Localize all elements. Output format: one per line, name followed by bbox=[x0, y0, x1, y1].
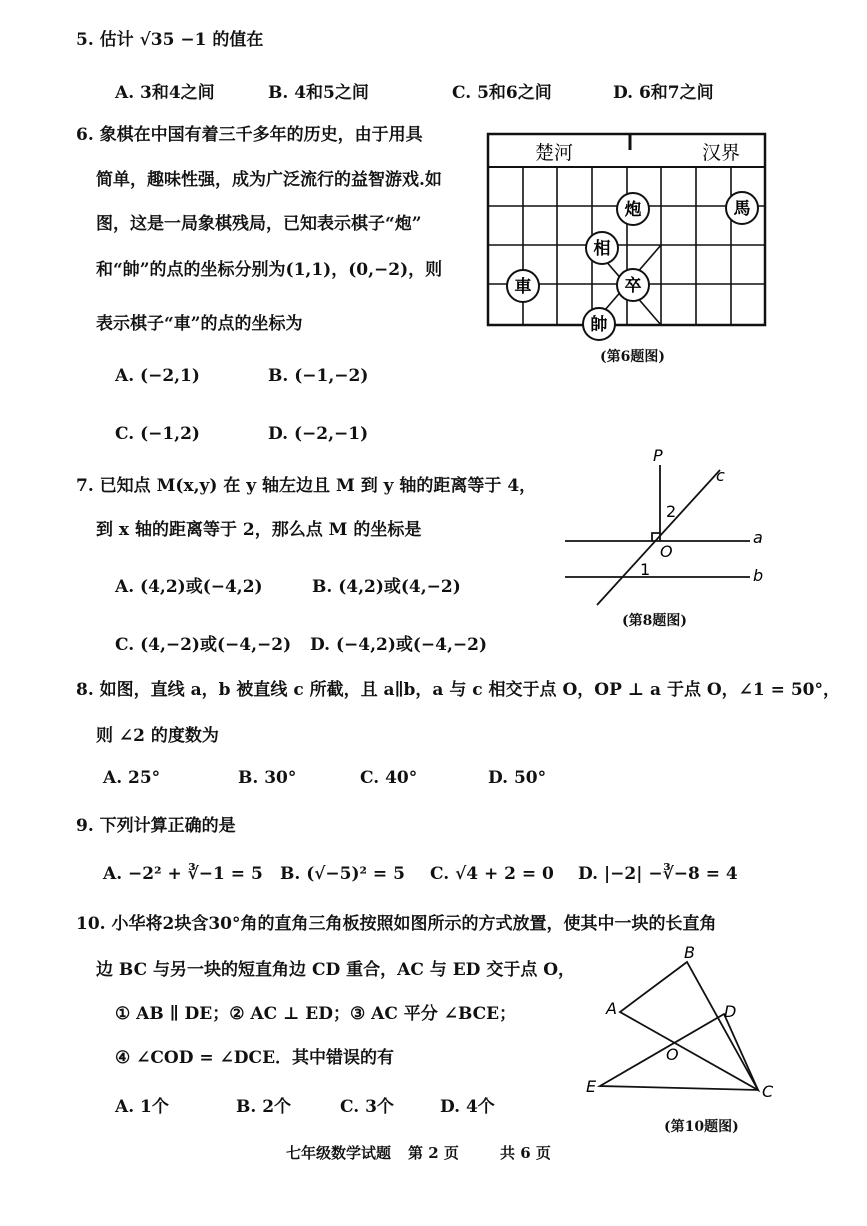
q5-option-a: A. 3和4之间 bbox=[115, 83, 215, 103]
q9-stem: 9. 下列计算正确的是 bbox=[76, 816, 236, 836]
label-e-vertex: E bbox=[586, 1077, 597, 1096]
q6-line-5: 表示棋子“車”的点的坐标为 bbox=[96, 314, 303, 334]
q10-option-d: D. 4个 bbox=[440, 1097, 495, 1117]
q9-option-a: A. −2² + ∛−1 = 5 bbox=[103, 864, 263, 884]
chess-piece-ma: 馬 bbox=[733, 199, 751, 219]
q9-option-b: B. (√−5)² = 5 bbox=[280, 864, 405, 884]
chess-board-figure bbox=[480, 128, 780, 343]
triangles-figure bbox=[580, 943, 790, 1108]
q5-option-b: B. 4和5之间 bbox=[268, 83, 369, 103]
chess-piece-xiang: 相 bbox=[593, 239, 611, 259]
q10-line-4: ④ ∠COD = ∠DCE．其中错误的有 bbox=[115, 1048, 395, 1068]
label-b: b bbox=[753, 566, 764, 585]
label-o: O bbox=[660, 542, 673, 561]
chess-piece-che: 車 bbox=[514, 277, 532, 297]
chess-piece-pao: 炮 bbox=[624, 200, 642, 220]
q10-figure-caption: (第10题图) bbox=[664, 1119, 739, 1135]
footer-total: 共 6 页 bbox=[500, 1144, 551, 1162]
q6-line-3: 图，这是一局象棋残局，已知表示棋子“炮” bbox=[96, 214, 422, 234]
label-a-vertex: A bbox=[606, 999, 617, 1018]
q10-option-a: A. 1个 bbox=[115, 1097, 169, 1117]
q8-figure-caption: (第8题图) bbox=[622, 613, 687, 629]
river-right-label: 汉界 bbox=[702, 142, 741, 164]
q6-line-1: 6. 象棋在中国有着三千多年的历史，由于用具 bbox=[76, 125, 423, 145]
label-d-vertex: D bbox=[724, 1002, 737, 1021]
q10-line-3: ① AB ∥ DE；② AC ⊥ ED；③ AC 平分 ∠BCE； bbox=[115, 1004, 517, 1024]
footer-subject: 七年级数学试题 bbox=[286, 1144, 392, 1162]
footer-page: 第 2 页 bbox=[408, 1144, 459, 1162]
q8-option-a: A. 25° bbox=[103, 768, 161, 788]
q5-stem: 5. 估计 √35 −1 的值在 bbox=[76, 30, 264, 50]
label-a: a bbox=[753, 528, 763, 547]
q8-option-d: D. 50° bbox=[488, 768, 547, 788]
q6-figure-caption: (第6题图) bbox=[600, 349, 665, 365]
q7-option-c: C. (4,−2)或(−4,−2) bbox=[115, 635, 292, 655]
label-c-vertex: C bbox=[762, 1082, 774, 1101]
parallel-lines-figure bbox=[560, 445, 775, 615]
q7-option-d: D. (−4,2)或(−4,−2) bbox=[310, 635, 488, 655]
q7-option-a: A. (4,2)或(−4,2) bbox=[115, 577, 263, 597]
q6-line-2: 简单，趣味性强，成为广泛流行的益智游戏.如 bbox=[96, 170, 442, 190]
q9-option-c: C. √4 + 2 = 0 bbox=[430, 864, 554, 884]
label-2: 2 bbox=[666, 502, 677, 521]
label-1: 1 bbox=[640, 560, 651, 579]
q10-option-c: C. 3个 bbox=[340, 1097, 394, 1117]
label-o-vertex: O bbox=[666, 1045, 679, 1064]
chess-piece-shuai: 帥 bbox=[590, 315, 608, 335]
q6-option-d: D. (−2,−1) bbox=[268, 424, 369, 444]
label-c: c bbox=[716, 466, 725, 485]
label-b-vertex: B bbox=[684, 943, 695, 962]
q8-line-2: 则 ∠2 的度数为 bbox=[96, 726, 219, 746]
q5-option-d: D. 6和7之间 bbox=[613, 83, 714, 103]
q7-line-2: 到 x 轴的距离等于 2，那么点 M 的坐标是 bbox=[96, 520, 422, 540]
q6-line-4: 和“帥”的点的坐标分别为(1,1)，(0,−2)，则 bbox=[96, 260, 443, 280]
q6-option-c: C. (−1,2) bbox=[115, 424, 200, 444]
q6-option-a: A. (−2,1) bbox=[115, 366, 200, 386]
q7-line-1: 7. 已知点 M(x,y) 在 y 轴左边且 M 到 y 轴的距离等于 4， bbox=[76, 476, 537, 496]
q8-option-b: B. 30° bbox=[238, 768, 297, 788]
q6-option-b: B. (−1,−2) bbox=[268, 366, 369, 386]
river-left-label: 楚河 bbox=[535, 142, 574, 164]
q10-line-1: 10. 小华将2块含30°角的直角三角板按照如图所示的方式放置，使其中一块的长直角 bbox=[76, 914, 717, 934]
label-p: P bbox=[653, 446, 663, 465]
q10-line-2: 边 BC 与另一块的短直角边 CD 重合，AC 与 ED 交于点 O， bbox=[96, 960, 576, 980]
chess-piece-zu: 卒 bbox=[624, 276, 642, 296]
q7-option-b: B. (4,2)或(4,−2) bbox=[312, 577, 461, 597]
q8-option-c: C. 40° bbox=[360, 768, 418, 788]
q8-line-1: 8. 如图，直线 a，b 被直线 c 所截，且 a∥b，a 与 c 相交于点 O，OP ⊥ a 于点 O，∠1 = 50°， bbox=[76, 680, 840, 700]
q5-option-c: C. 5和6之间 bbox=[452, 83, 552, 103]
q10-option-b: B. 2个 bbox=[236, 1097, 292, 1117]
q9-option-d: D. |−2| −∛−8 = 4 bbox=[578, 864, 738, 884]
